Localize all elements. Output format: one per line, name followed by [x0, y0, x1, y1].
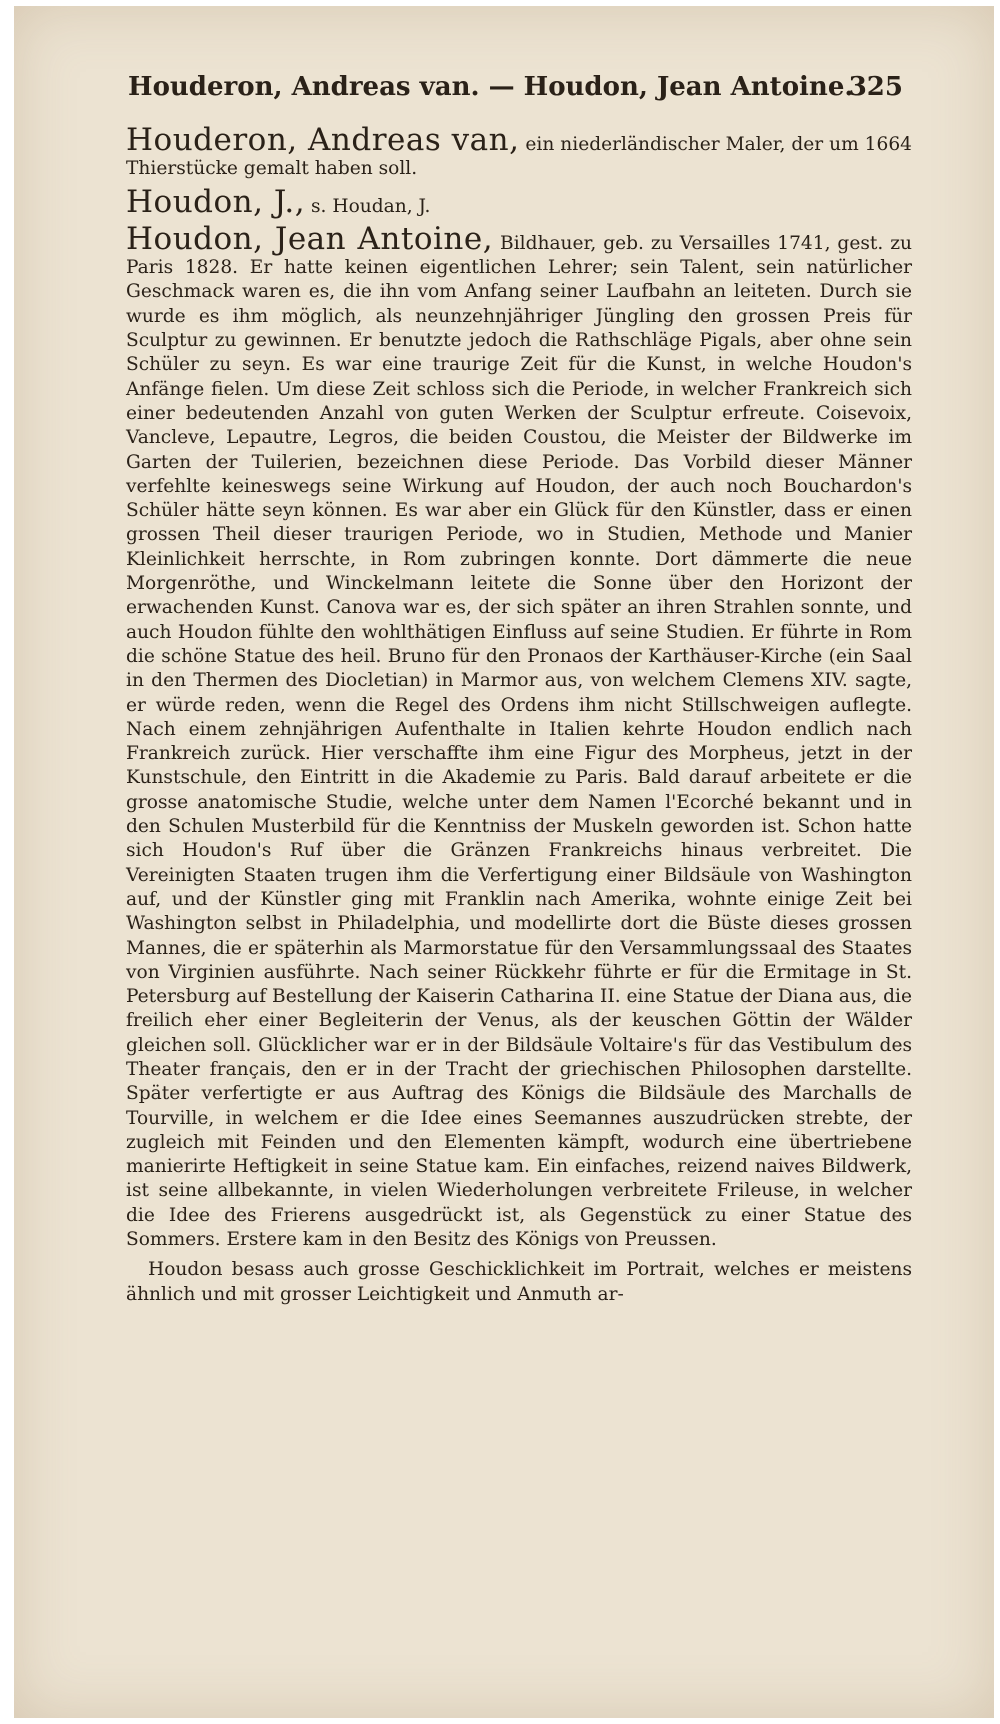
entry-houderon: [126, 122, 912, 182]
entry-text: s. Houdan, J.: [305, 195, 431, 217]
running-header: [128, 72, 903, 102]
entry-text: Bildhauer, geb. zu Versailles 1741, gest. zu Paris 1828. Er hatte keinen eigentlichen Lehrer; sein Talent, sein natürlicher Geschmack waren es, die ihn vom Anfang seiner Laufbahn an leiteten. Durch sie wurde es ihm möglich, als neunzehnjähriger Jüngling den grossen Preis für Sculptur zu gewinnen. Er benutzte jedoch die Rathschläge Pigals, aber ohne sein Schüler zu seyn. Es war eine traurige Zeit für die Kunst, in welche Houdon's Anfänge fielen. Um diese Zeit schloss sich die Periode, in welcher Frankreich sich einer bedeutenden Anzahl von guten Werken der Sculptur erfreute. Coisevoix, Vancleve, Lepautre, Legros, die beiden Coustou, die Meister der Bildwerke im Garten der Tuilerien, bezeichnen diese Periode. Das Vorbild dieser Männer verfehlte keineswegs seine Wirkung auf Houdon, der auch noch Bouchardon's Schüler hätte seyn können. Es war aber ein Glück für den Künstler, dass er einen grossen Theil dieser traurigen Periode, wo in Studien, Methode und Manier Kleinlichkeit herrschte, in Rom zubringen konnte. Dort dämmerte die neue Morgenröthe, und Winckelmann leitete die Sonne über den Horizont der erwachenden Kunst. Canova war es, der sich später an ihren Strahlen sonnte, und auch Houdon fühlte den wohlthätigen Einfluss auf seine Studien. Er führte in Rom die schöne Statue des heil. Bruno für den Pronaos der Karthäuser-Kirche (ein Saal in den Thermen des Diocletian) in Marmor aus, von welchem Clemens XIV. sagte, er würde reden, wenn die Regel des Ordens ihm nicht Stillschweigen auflegte. Nach einem zehnjährigen Aufenthalte in Italien kehrte Houdon endlich nach Frankreich zurück. Hier verschaffte ihm eine Figur des Morpheus, jetzt in der Kunstschule, den Eintritt in die Akademie zu Paris. Bald darauf arbeitete er die grosse anatomische Studie, welche unter dem Namen l'Ecorché bekannt und in den Schulen Musterbild für die Kenntniss der Muskeln geworden ist. Schon hatte sich Houdon's Ruf über die Gränzen Frankreichs hinaus verbreitet. Die Vereinigten Staaten trugen ihm die Verfertigung einer Bildsäule von Washington auf, und der Künstler ging mit Franklin nach Amerika, wohnte einige Zeit bei Washington selbst in Philadelphia, und modellirte dort die Büste dieses grossen Mannes, die er späterhin als Marmorstatue für den Versammlungssaal des Staates von Virginien ausführte. Nach seiner Rückkehr führte er für die Ermitage in St. Petersburg auf Bestellung der Kaiserin Catharina II. eine Statue der Diana aus, die freilich eher einer Begleiterin der Venus, als der keuschen Göttin der Wälder gleichen soll. Glücklicher war er in der Bildsäule Voltaire's für das Vestibulum des Theater français, den er in der Tracht der griechischen Philosophen darstellte. Später verfertigte er aus Auftrag des Königs die Bildsäule des Marchalls de Tourville, in welchem er die Idee eines Seemannes auszudrücken strebte, der zugleich mit Feinden und den Elementen kämpft, wodurch eine übertriebene manierirte Heftigkeit in seine Statue kam. Ein einfaches, reizend naives Bildwerk, ist seine allbekannte, in vielen Wiederholungen verbreitete Frileuse, in welcher die Idee des Frierens ausgedrückt ist, als Gegenstück zu einer Statue des Sommers. Erstere kam in den Besitz des Königs von Preussen.: [126, 232, 912, 1251]
page-number: 325: [848, 72, 903, 102]
entry-text: ein niederländischer Maler, der um 1664 Thierstücke gemalt haben soll.: [126, 134, 912, 180]
headword: Houderon, Andreas van,: [126, 122, 520, 158]
running-title: Houderon, Andreas van. — Houdon, Jean Antoine.: [128, 72, 854, 102]
entry-houdon-j: [126, 183, 912, 220]
entry-houdon-jean-antoine: [126, 220, 912, 1252]
headword: Houdon, Jean Antoine,: [126, 220, 494, 257]
headword: Houdon, J.,: [126, 183, 306, 220]
entries-column: [126, 122, 912, 1307]
continuation-paragraph: Houdon besass auch grosse Geschicklichkeit im Portrait, welches er meistens ähnlich und mit grosser Leichtigkeit und Anmuth ar-: [126, 1259, 912, 1305]
